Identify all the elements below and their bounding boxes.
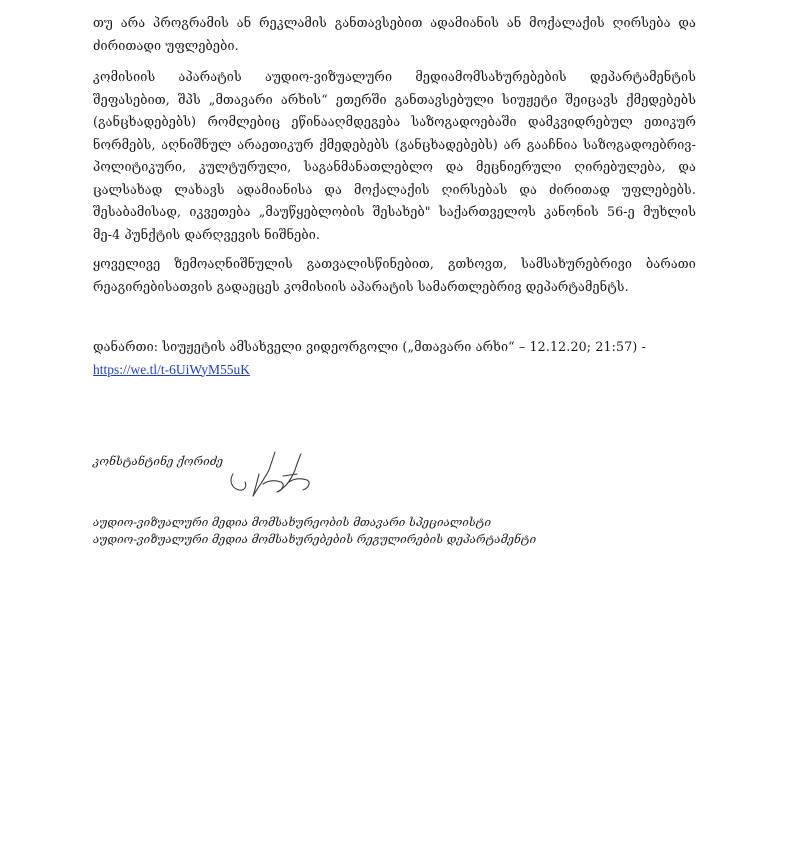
attachment-label: დანართი: სიუჟეტის ამსახველი ვიდეორგოლი („მთავარი არხი“ – 12.12.20; 21:57) -: [93, 339, 646, 354]
signer-department: აუდიო-ვიზუალური მედია მომსახურებების რეგულირების დეპარტამენტი: [93, 532, 537, 546]
paragraph-request: ყოველივე ზემოაღნიშნულის გათვალისწინებით, გთხოვთ, სამსახურებრივი ბარათი რეაგირებისათვის გადაეცეს კომისიის აპარატის სამართლებრივ დეპარტამენტს.: [93, 256, 696, 294]
attachment-note: [93, 336, 696, 381]
attachment-link[interactable]: https://we.tl/t-6UiWyM55uK: [93, 361, 251, 377]
paragraph-assessment: კომისიის აპარატის აუდიო-ვიზუალური მედიამომსახურებების დეპარტამენტის შეფასებით, შპს „მთავარი არხის“ ეთერში განთავსებული სიუჟეტი შეიცავს ქმედებებს (განცხადებებს) რომლებიც ეწინააღმდეგება საზოგადოებაში დამკვიდრებულ ეთიკურ ნორმებს, აღნიშნულ არაეთიკურ ქმედებებს (განცხადებებს) არ გააჩნია საზოგადოებრივ-პოლიტიკური, კულტურული, საგანმანათლებლო და მეცნიერული ღირებულება, და ცალსახად ლახავს ადამიანისა და მოქალაქის ღირსებას და ძირითად უფლებებს. შესაბამისად, იკვეთება „მაუწყებლობის შესახებ" საქართველოს კანონის 56-ე მუხლის მე-4 პუნქტის დარღვევის ნიშნები.: [93, 69, 696, 242]
signer-name: კონსტანტინე ქორიძე: [93, 454, 224, 468]
signature-block: [93, 440, 696, 510]
handwritten-signature: [225, 440, 325, 502]
signer-position-title: აუდიო-ვიზუალური მედია მომსახურეობის მთავარი სპეციალისტი: [93, 515, 492, 529]
paragraph-intro-continuation: თუ არა პროგრამის ან რეკლამის განთავსებით ადამიანის ან მოქალაქის ღირსება და ძირითადი უფლებები.: [93, 15, 696, 53]
